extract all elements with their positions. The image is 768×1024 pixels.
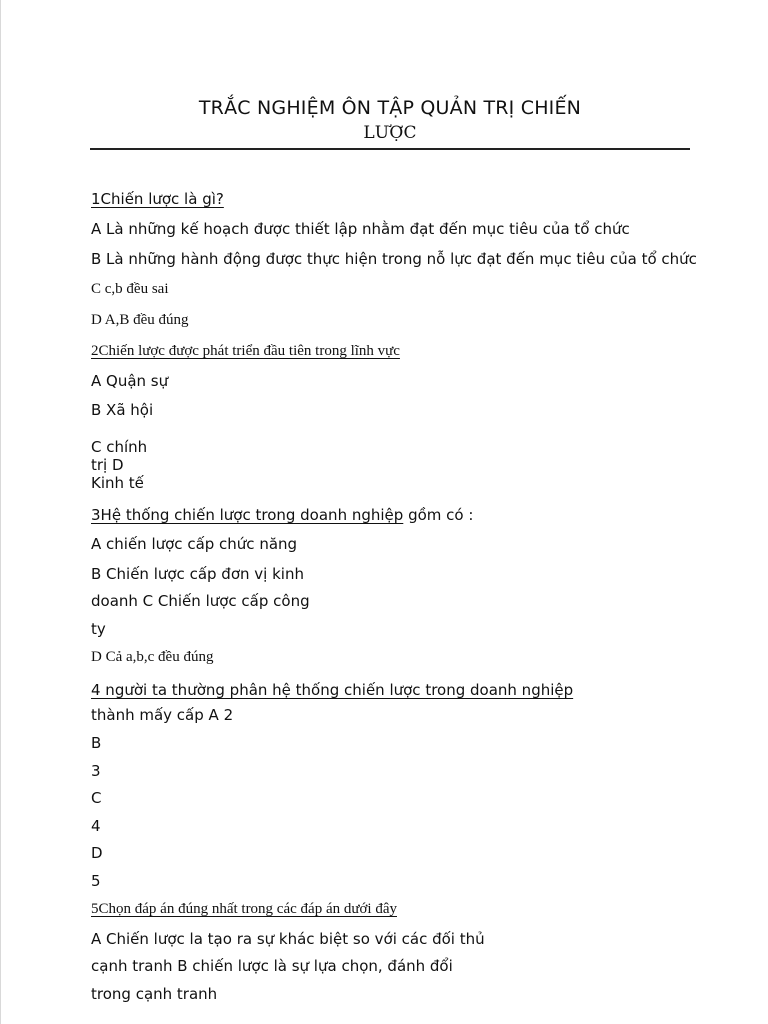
answer-2c-cont: trị D — [91, 456, 124, 474]
answer-5a-cont: cạnh tranh B chiến lược là sự lựa chọn, đánh đổi — [91, 957, 453, 975]
question-3-underlined: 3Hệ thống chiến lược trong doanh nghiệp — [91, 506, 404, 524]
answer-3b-cont: doanh C Chiến lược cấp công — [91, 592, 310, 610]
answer-1b: B Là những hành động được thực hiện trong nỗ lực đạt đến mục tiêu của tổ chức — [91, 250, 697, 268]
question-3-tail: gồm có : — [403, 506, 474, 524]
answer-1a: A Là những kế hoạch được thiết lập nhằm đạt đến mục tiêu của tổ chức — [91, 220, 630, 238]
question-3 — [91, 505, 473, 525]
title-line-1: TRẮC NGHIỆM ÔN TẬP QUẢN TRỊ CHIẾN — [198, 97, 582, 119]
answer-2b: B Xã hội — [91, 401, 154, 419]
answer-3d: D Cả a,b,c đều đúng — [91, 649, 214, 665]
page-edge — [0, 0, 1, 1024]
answer-4c-label: C — [91, 789, 102, 807]
answer-4b-value: 3 — [91, 762, 101, 780]
document-title — [90, 96, 690, 150]
title-line-2: LƯỢC — [363, 123, 417, 143]
answer-1c: C c,b đều sai — [91, 281, 169, 297]
answer-5b-cont: trong cạnh tranh — [91, 985, 218, 1003]
question-4: 4 người ta thường phân hệ thống chiến lược trong doanh nghiệp — [91, 681, 574, 699]
question-2: 2Chiến lược được phát triển đầu tiên trong lĩnh vực — [91, 343, 400, 359]
question-1: 1Chiến lược là gì? — [91, 190, 224, 208]
answer-4d-value: 5 — [91, 872, 101, 890]
answer-4c-value: 4 — [91, 817, 101, 835]
answer-2c: C chính — [91, 438, 148, 456]
answer-3b: B Chiến lược cấp đơn vị kinh — [91, 565, 304, 583]
question-4-cont: thành mấy cấp A 2 — [91, 706, 234, 724]
answer-3c-cont: ty — [91, 620, 106, 638]
question-5: 5Chọn đáp án đúng nhất trong các đáp án dưới đây — [91, 901, 397, 917]
answer-1d: D A,B đều đúng — [91, 312, 189, 328]
answer-3a: A chiến lược cấp chức năng — [91, 535, 298, 553]
answer-4b-label: B — [91, 734, 102, 752]
answer-2d: Kinh tế — [91, 474, 144, 492]
answer-5a: A Chiến lược la tạo ra sự khác biệt so với các đối thủ — [91, 930, 485, 948]
answer-4d-label: D — [91, 844, 103, 862]
answer-2a: A Quận sự — [91, 372, 169, 390]
